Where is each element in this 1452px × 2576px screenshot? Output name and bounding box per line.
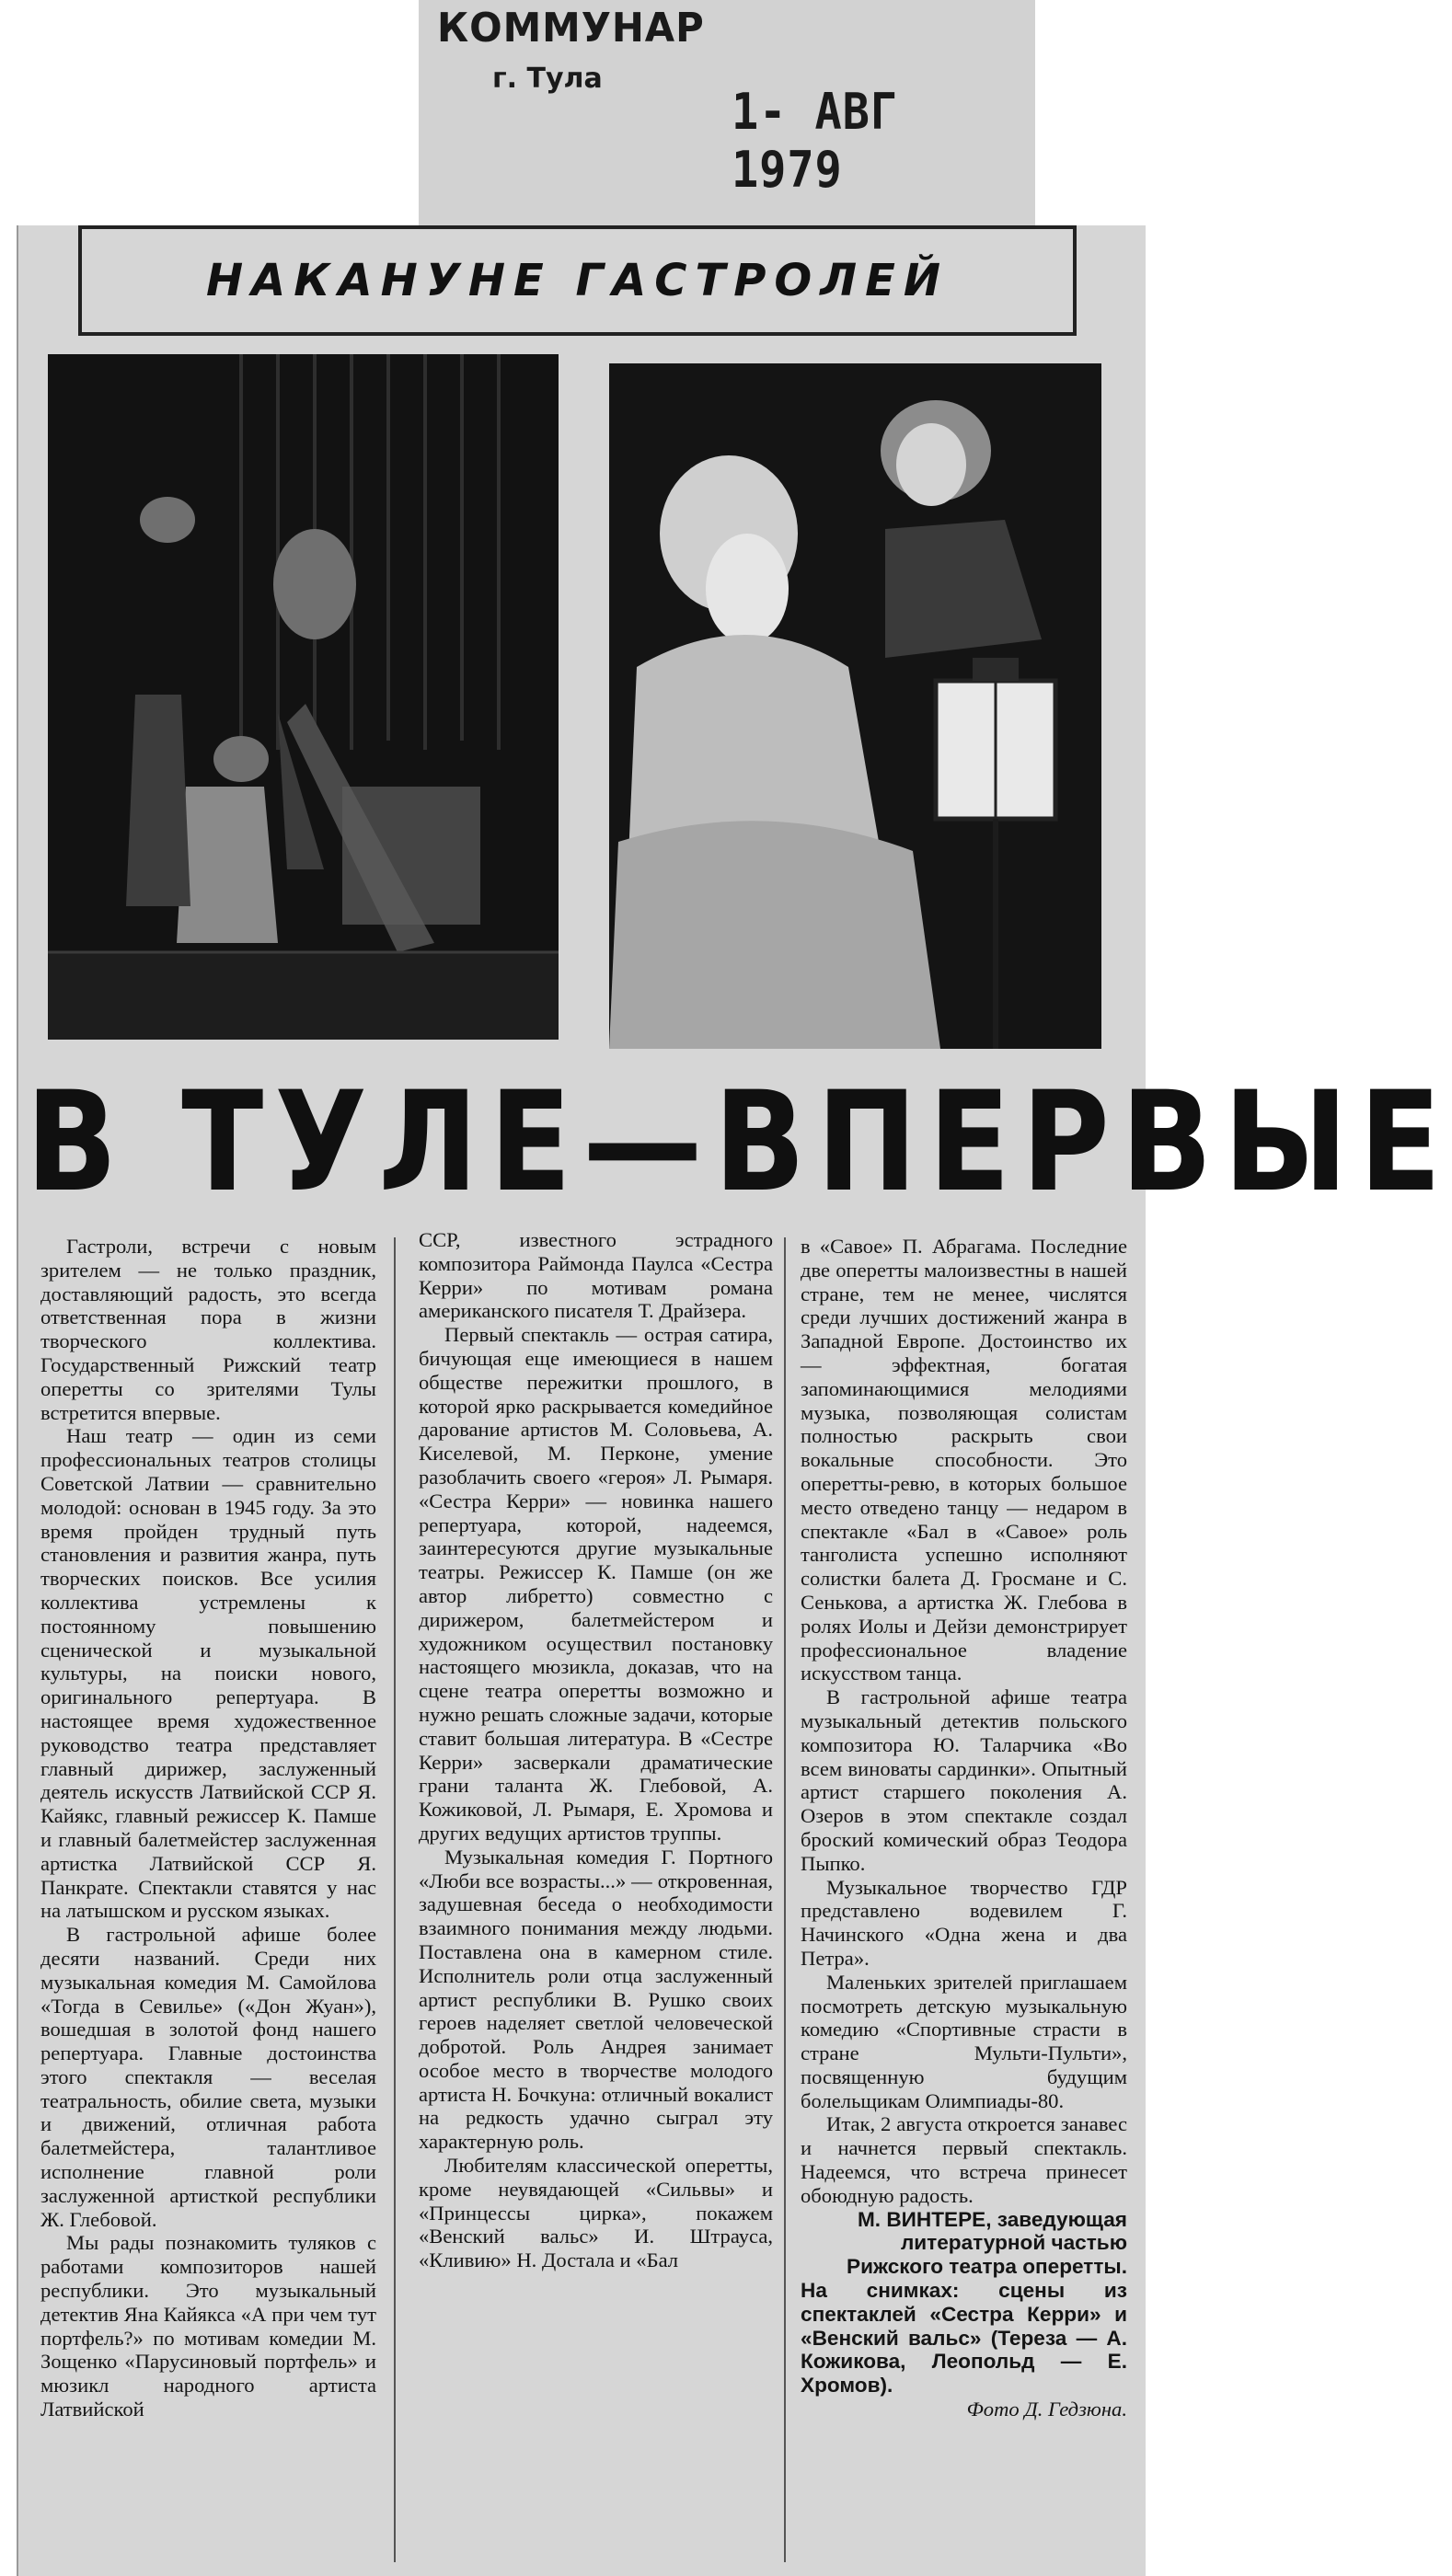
article-column-1: [40, 1235, 376, 2421]
rubric-title: НАКАНУНЕ ГАСТРОЛЕЙ: [205, 255, 950, 306]
article-column-3: [801, 1235, 1127, 2421]
paragraph: Маленьких зрителей приглашаем посмотреть детскую музыкальную комедию «Спортивные страсти в стране Мульти-Пульти», посвященную будущим болельщикам Олимпиады-80.: [801, 1970, 1127, 2112]
rubric-box: [78, 225, 1077, 336]
stamp-city: г. Тула: [492, 63, 603, 95]
photo-stage-scene: [48, 354, 559, 1040]
stamp-date: 1- АВГ 1979: [732, 83, 898, 199]
paragraph: ССР, известного эстрадного композитора Раймонда Паулса «Сестра Керри» по мотивам романа американского писателя Т. Драйзера.: [419, 1228, 773, 1323]
paragraph: Первый спектакль — острая сатира, бичующая еще имеющиеся в нашем обществе пережитки прошлого, в которой ярко раскрывается комедийное дарование артистов М. Соловьева, А. Киселевой, М. Перконе, умение разоблачить своего «героя» Л. Рымаря. «Сестра Керри» — новинка нашего репертуара, которой, надеемся, заинтересуются другие музыкальные театры. Режиссер К. Памше (он же автор либретто) совместно с дирижером, балетмейстером и художником осуществил постановку настоящего мюзикла, доказав, что на сцене театра оперетты возможно и нужно решать сложные задачи, которые ставит большая литература. В «Сестре Керри» засверкали драматические грани таланта Ж. Глебовой, А. Кожиковой, Л. Рымаря, Е. Хромова и других ведущих артистов труппы.: [419, 1323, 773, 1845]
column-divider: [394, 1237, 396, 2562]
column-divider: [784, 1237, 786, 2562]
paragraph: Музыкальная комедия Г. Портного «Люби все возрасты...» — откровенная, задушевная беседа о необходимости взаимного понимания между людьми. Поставлена она в камерном стиле. Исполнитель роли отца заслуженный артист республики В. Рушко своих героев наделяет светлой человеческой добротой. Роль Андрея занимает особое место в творчестве молодого артиста Н. Бочкуна: отличный вокалист на редкость удачно сыграл эту характерную роль.: [419, 1845, 773, 2154]
couple-scene-image: [609, 363, 1101, 1049]
paragraph: Гастроли, встречи с новым зрителем — не только праздник, доставляющий радость, это всегда ответственная пора в жизни творческого коллектива. Государственный Рижский театр оперетты со зрителями Тулы встретится впервые.: [40, 1235, 376, 1424]
stage-scene-image: [48, 354, 559, 1040]
photo-caption: На снимках: сцены из спектаклей «Сестра Керри» и «Венский вальс» (Тереза — А. Кожикова, Леопольд — Е. Хромов).: [801, 2279, 1127, 2398]
paragraph: Мы рады познакомить туляков с работами композиторов нашей республики. Это музыкальный детектив Яна Кайякса «А при чем тут портфель?» по мотивам комедии М. Зощенко «Парусиновый портфель» и мюзикл народного артиста Латвийской: [40, 2231, 376, 2421]
paragraph: Итак, 2 августа откроется занавес и начнется первый спектакль. Надеемся, что встреча принесет обоюдную радость.: [801, 2112, 1127, 2207]
paragraph: Музыкальное творчество ГДР представлено водевилем Г. Начинского «Одна жена и два Петра».: [801, 1875, 1127, 1970]
paragraph: Наш театр — один из семи профессиональных театров столицы Советской Латвии — сравнительно молодой: основан в 1945 году. За это время пройден трудный путь становления и развития жанра, путь творческих поисков. Все усилия коллектива устремлены к постоянному повышению сценической и музыкальной культуры, на поиски нового, оригинального репертуара. В настоящее время художественное руководство театра представляет главный дирижер, заслуженный деятель искусств Латвийской ССР Я. Кайякс, главный режиссер К. Памше и главный балетмейстер заслуженная артистка Латвийской ССР Я. Панкрате. Спектакли ставятся у нас на латышском и русском языках.: [40, 1424, 376, 1923]
article-column-2: [419, 1228, 773, 2272]
stamp-newspaper-name: КОММУНАР: [437, 5, 705, 52]
paragraph: В гастрольной афише театра музыкальный детектив польского композитора Ю. Таларчика «Во всем виноваты сардинки». Опытный артист старшего поколения А. Озеров в этом спектакле создал броский комический образ Теодора Пыпко.: [801, 1685, 1127, 1875]
photo-couple-scene: [609, 363, 1101, 1049]
photo-credit: Фото Д. Гедзюна.: [966, 2398, 1127, 2421]
author-signature: М. ВИНТЕРЕ, заведующая литературной частью Рижского театра оперетты.: [847, 2207, 1127, 2279]
paragraph: в «Савое» П. Абрагама. Последние две оперетты малоизвестны в нашей стране, тем не менее, числятся среди лучших достижений жанра в Западной Европе. Достоинство их — эффектная, богатая запоминающимися мелодиями музыка, позволяющая солистам полностью раскрыть свои вокальные способности. Это оперетты-ревю, в которых большое место отведено танцу — недаром в спектакле «Бал в «Савое» роль танголиста успешно исполняют солистки балета Д. Гросмане и С. Сенькова, а артистка Ж. Глебова в ролях Иолы и Дейзи демонстрирует профессиональное владение искусством танца.: [801, 1235, 1127, 1685]
paragraph: В гастрольной афише более десяти названий. Среди них музыкальная комедия М. Самойлова «Тогда в Севилье» («Дон Жуан»), вошедшая в золотой фонд нашего репертуара. Главные достоинства этого спектакля — веселая театральность, обилие света, музыки и движений, отличная работа балетмейстера, талантливое исполнение главной роли заслуженной артисткой республики Ж. Глебовой.: [40, 1923, 376, 2231]
paragraph: Любителям классической оперетты, кроме неувядающей «Сильвы» и «Принцессы цирка», покажем «Венский вальс» И. Штрауса, «Кливию» Н. Достала и «Бал: [419, 2154, 773, 2272]
newspaper-stamp: [419, 0, 1035, 230]
headline: В ТУЛЕ—ВПЕРВЫЕ: [26, 1063, 1452, 1223]
